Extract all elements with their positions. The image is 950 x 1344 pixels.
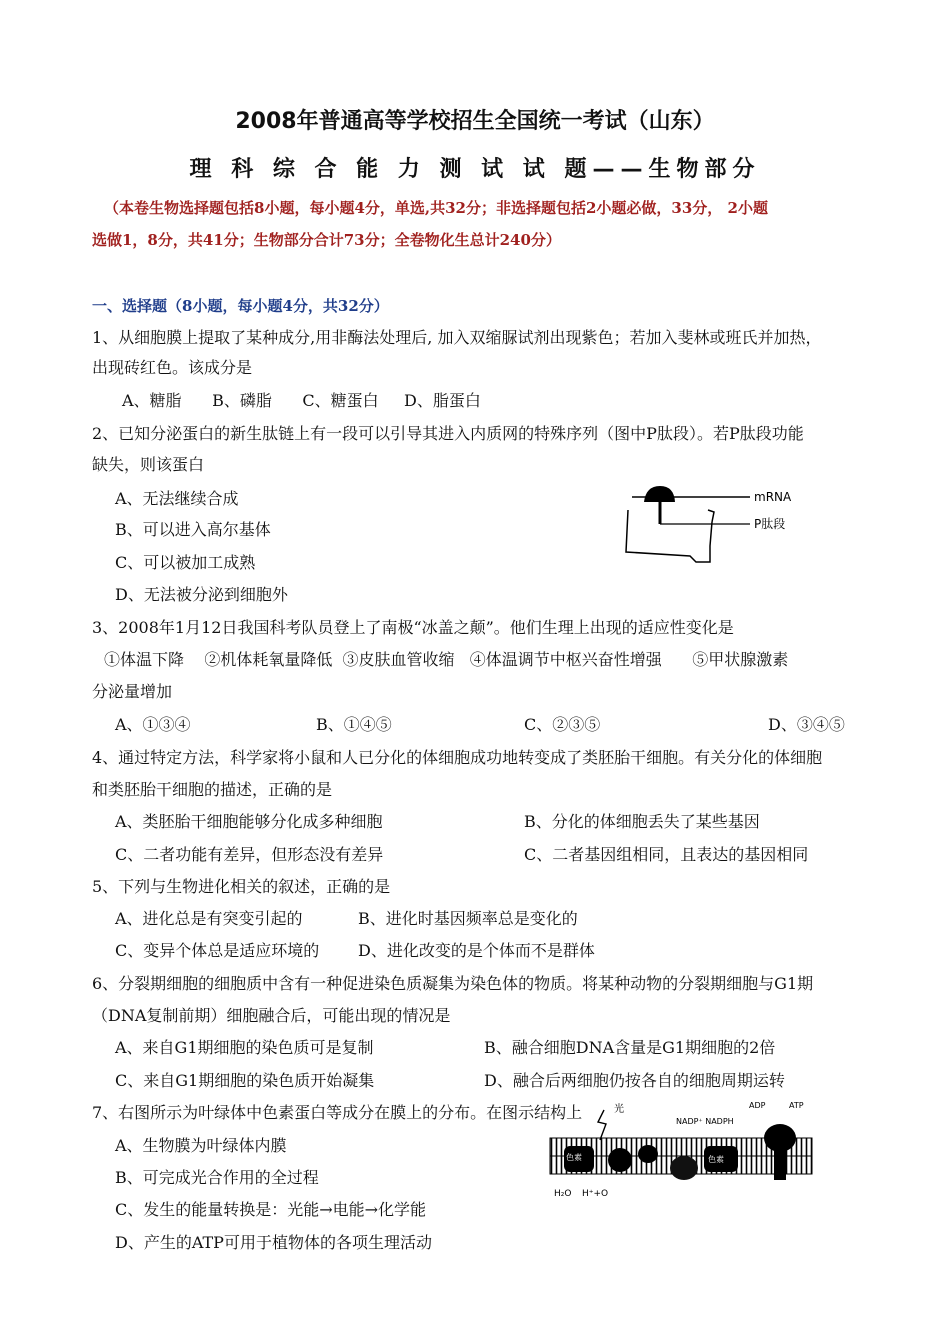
q2-option-a: A、无法继续合成 <box>115 489 239 508</box>
q6-option-a: A、来自G1期细胞的染色质可是复制 <box>115 1038 374 1057</box>
q7-option-c: C、发生的能量转换是：光能→电能→化学能 <box>115 1200 427 1219</box>
q3-items: ①体温下降 ②机体耗氧量降低 ③皮肤血管收缩 ④体温调节中枢兴奋性增强 ⑤甲状腺激素 <box>104 650 789 669</box>
pigment-label-1: 色素 <box>566 1153 582 1162</box>
q3-stem-line1: 3、2008年1月12日我国科考队员登上了南极“冰盖之颠”。他们生理上出现的适应性变化是 <box>92 618 734 637</box>
q2-stem-line1: 2、已知分泌蛋白的新生肽链上有一段可以引导其进入内质网的特殊序列（图中P肽段）。若P肽段功能 <box>92 424 804 443</box>
section-heading: 一、选择题（8小题，每小题4分，共32分） <box>92 297 389 315</box>
q3-stem-line2: 分泌量增加 <box>92 682 173 701</box>
q5-option-b: B、进化时基因频率总是变化的 <box>358 909 578 928</box>
q1-stem-line1: 1、从细胞膜上提取了某种成分,用非酶法处理后, 加入双缩脲试剂出现紫色；若加入斐林或班氏并加热， <box>92 328 822 347</box>
q5-option-d: D、进化改变的是个体而不是群体 <box>358 941 595 960</box>
q1-stem-line2: 出现砖红色。该成分是 <box>92 358 253 377</box>
q4-option-a: A、类胚胎干细胞能够分化成多种细胞 <box>115 812 383 831</box>
q4-option-b: B、分化的体细胞丢失了某些基因 <box>524 812 760 831</box>
page-subtitle: 理 科 综 合 能 力 测 试 试 题——生物部分 <box>189 157 761 182</box>
q7-stem: 7、右图所示为叶绿体中色素蛋白等成分在膜上的分布。在图示结构上 <box>92 1103 583 1122</box>
q3-option-c: C、②③⑤ <box>524 715 601 734</box>
p-peptide-label: P肽段 <box>754 517 786 531</box>
adp-label: ADP <box>749 1101 766 1110</box>
h2o-label: H₂O <box>554 1189 572 1199</box>
q3-option-b: B、①④⑤ <box>316 715 392 734</box>
q3-option-d: D、③④⑤ <box>768 715 845 734</box>
q6-option-c: C、来自G1期细胞的染色质开始凝集 <box>115 1071 375 1090</box>
q7-option-a: A、生物膜为叶绿体内膜 <box>115 1136 287 1155</box>
atp-label: ATP <box>789 1101 804 1110</box>
q5-option-a: A、进化总是有突变引起的 <box>115 909 303 928</box>
q2-option-d: D、无法被分泌到细胞外 <box>115 585 288 604</box>
pigment-label-2: 色素 <box>708 1155 724 1164</box>
q4-stem-line1: 4、通过特定方法，科学家将小鼠和人已分化的体细胞成功地转变成了类胚胎干细胞。有关分化的体细胞 <box>92 748 823 767</box>
q5-option-c: C、变异个体总是适应环境的 <box>115 941 320 960</box>
h-plus-o-label: H⁺+O <box>582 1189 609 1199</box>
thylakoid-membrane-figure <box>544 1096 824 1206</box>
exam-note-line1: （本卷生物选择题包括8小题，每小题4分，单选,共32分；非选择题包括2小题必做，33分， 2小题 <box>104 199 768 217</box>
q1-options: A、糖脂 B、磷脂 C、糖蛋白 D、脂蛋白 <box>122 391 481 410</box>
q4-option-d: C、二者基因组相同，且表达的基因相同 <box>524 845 809 864</box>
q4-stem-line2: 和类胚胎干细胞的描述，正确的是 <box>92 780 333 799</box>
page-title: 2008年普通高等学校招生全国统一考试（山东） <box>235 109 715 134</box>
q2-option-c: C、可以被加工成熟 <box>115 553 256 572</box>
q5-stem: 5、下列与生物进化相关的叙述，正确的是 <box>92 877 391 896</box>
q6-stem-line1: 6、分裂期细胞的细胞质中含有一种促进染色质凝集为染色体的物质。将某种动物的分裂期细胞与G1期 <box>92 974 814 993</box>
q4-option-c: C、二者功能有差异，但形态没有差异 <box>115 845 384 864</box>
q7-option-d: D、产生的ATP可用于植物体的各项生理活动 <box>115 1233 432 1252</box>
mrna-label: mRNA <box>754 490 792 504</box>
q6-option-d: D、融合后两细胞仍按各自的细胞周期运转 <box>484 1071 785 1090</box>
q7-option-b: B、可完成光合作用的全过程 <box>115 1168 319 1187</box>
q6-stem-line2: （DNA复制前期）细胞融合后，可能出现的情况是 <box>92 1006 451 1025</box>
q2-option-b: B、可以进入高尔基体 <box>115 520 271 539</box>
nadp-label: NADP⁺ NADPH <box>676 1117 734 1126</box>
q2-stem-line2: 缺失，则该蛋白 <box>92 455 205 474</box>
exam-note-line2: 选做1，8分，共41分；生物部分合计73分；全卷物化生总计240分） <box>92 231 561 249</box>
light-label: 光 <box>614 1104 624 1115</box>
q6-option-b: B、融合细胞DNA含量是G1期细胞的2倍 <box>484 1038 776 1057</box>
q3-option-a: A、①③④ <box>115 715 191 734</box>
ribosome-figure <box>620 482 820 572</box>
